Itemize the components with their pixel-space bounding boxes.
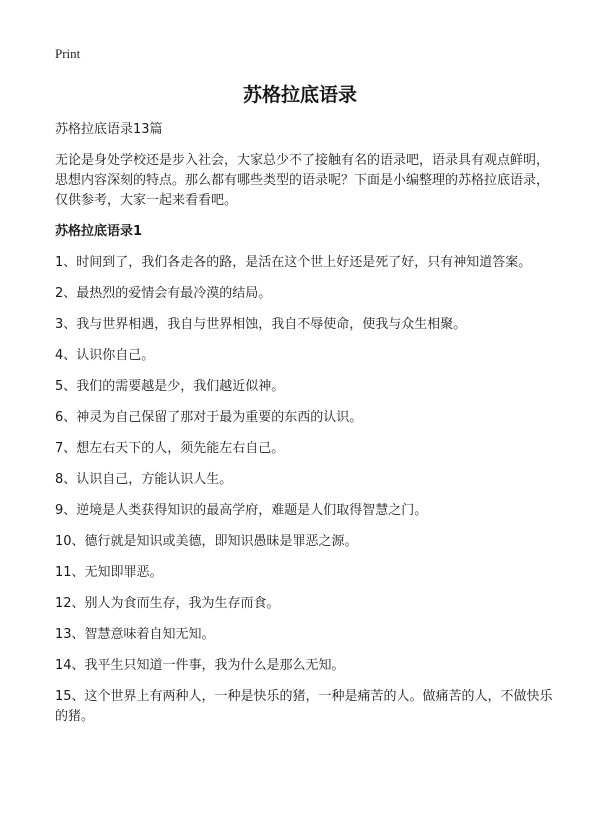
quote-item: 15、这个世界上有两种人，一种是快乐的猪，一种是痛苦的人。做痛苦的人，不做快乐的猪。	[55, 689, 553, 724]
intro-paragraph: 无论是身处学校还是步入社会，大家总少不了接触有名的语录吧，语录具有观点鲜明，思想内容深刻的特点。那么都有哪些类型的语录呢？下面是小编整理的苏格拉底语录，仅供参考，大家一起来看看吧。	[55, 153, 550, 208]
quote-item: 11、无知即罪恶。	[55, 565, 163, 580]
quote-item: 9、逆境是人类获得知识的最高学府，难题是人们取得智慧之门。	[55, 503, 428, 518]
quote-item: 4、认识你自己。	[55, 348, 155, 363]
quote-item: 12、别人为食而生存，我为生存而食。	[55, 596, 280, 611]
section-heading: 苏格拉底语录1	[55, 224, 143, 239]
quote-item: 3、我与世界相遇，我自与世界相蚀，我自不辱使命，使我与众生相聚。	[55, 317, 467, 332]
quote-item: 5、我们的需要越是少，我们越近似神。	[55, 379, 285, 394]
quote-item: 7、想左右天下的人，须先能左右自己。	[55, 441, 285, 456]
article-subtitle: 苏格拉底语录13篇	[55, 122, 163, 137]
print-link[interactable]: Print	[55, 46, 81, 61]
quote-item: 13、智慧意味着自知无知。	[55, 627, 215, 642]
quote-item: 6、神灵为自己保留了那对于最为重要的东西的认识。	[55, 410, 363, 425]
quote-item: 10、德行就是知识或美德，即知识愚昧是罪恶之源。	[55, 534, 358, 549]
quote-item: 2、最热烈的爱情会有最冷漠的结局。	[55, 286, 272, 301]
page-title: 苏格拉底语录	[242, 84, 357, 106]
quote-item: 14、我平生只知道一件事，我为什么是那么无知。	[55, 658, 345, 673]
quote-item: 8、认识自己，方能认识人生。	[55, 472, 233, 487]
quote-item: 1、时间到了，我们各走各的路，是活在这个世上好还是死了好，只有神知道答案。	[55, 255, 532, 270]
article-body	[55, 120, 555, 738]
